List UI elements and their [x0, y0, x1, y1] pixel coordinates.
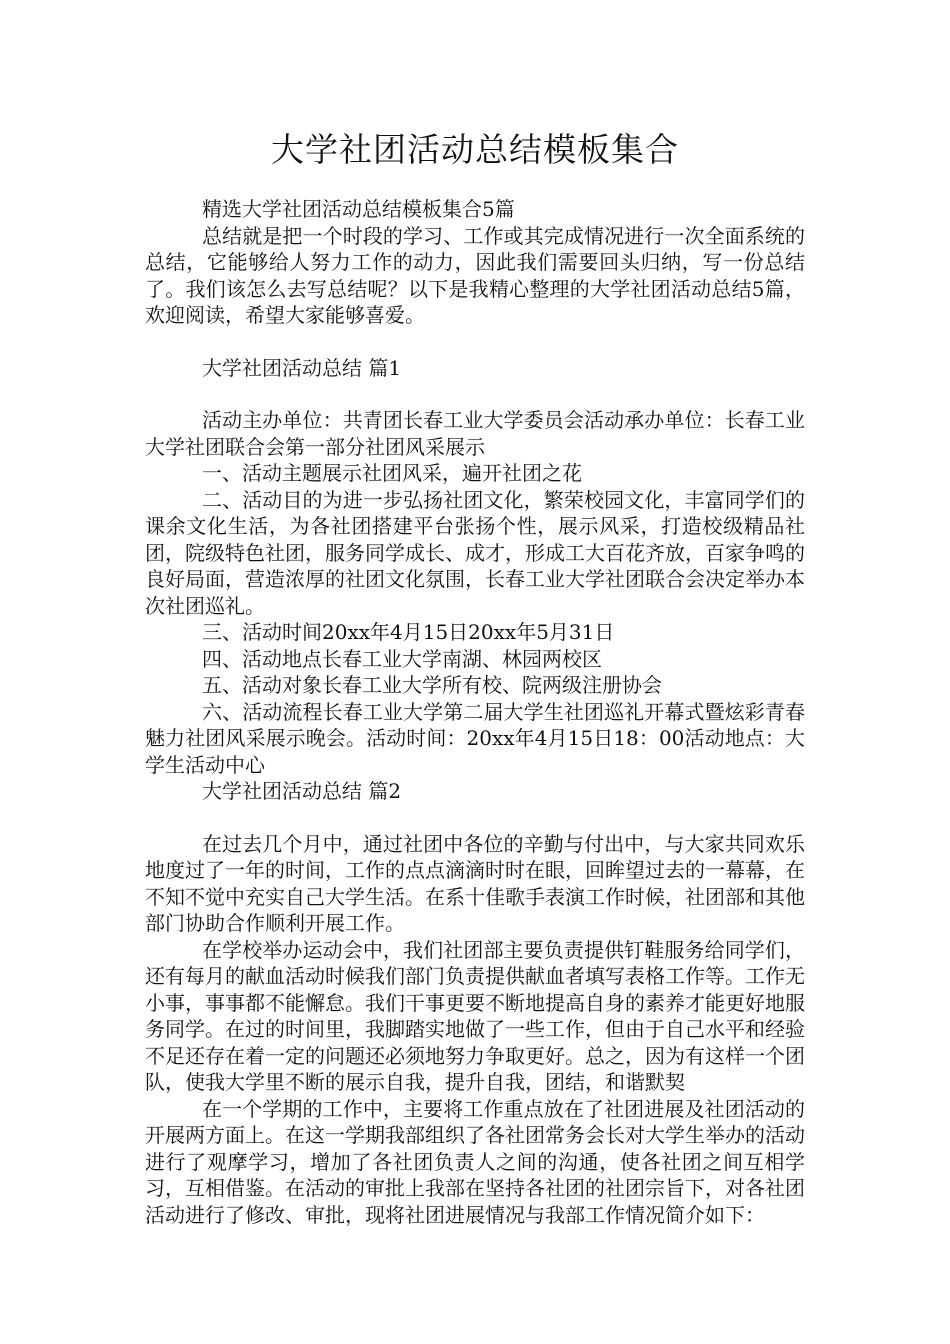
paragraph: 活动主办单位：共青团长春工业大学委员会活动承办单位：长春工业大学社团联合会第一部分社团风采展示 [145, 408, 805, 459]
paragraph: 在学校举办运动会中，我们社团部主要负责提供钉鞋服务给同学们，还有每月的献血活动时候我们部门负责提供献血者填写表格工作等。工作无小事，事事都不能懈怠。我们干事更要不断地提高自身的素养才能更好地服务同学。在过的时间里，我脚踏实地做了一些工作，但由于自己水平和经验不足还存在着一定的问题还必须地努力争取更好。总之，因为有这样一个团队，使我大学里不断的展示自我，提升自我，团结，和谐默契 [145, 937, 805, 1094]
paragraph: 二、活动目的为进一步弘扬社团文化，繁荣校园文化，丰富同学们的课余文化生活，为各社团搭建平台张扬个性，展示风采，打造校级精品社团，院级特色社团，服务同学成长、成才，形成工大百花齐放，百家争鸣的良好局面，营造浓厚的社团文化氛围，长春工业大学社团联合会决定举办本次社团巡礼。 [145, 487, 805, 618]
paragraph: 一、活动主题展示社团风采，遍开社团之花 [202, 461, 582, 485]
section-heading-2: 大学社团活动总结 篇2 [202, 779, 402, 803]
intro-line: 精选大学社团活动总结模板集合5篇 [202, 197, 515, 221]
paragraph: 五、活动对象长春工业大学所有校、院两级注册协会 [202, 673, 662, 697]
intro-paragraph: 总结就是把一个时段的学习、工作或其完成情况进行一次全面系统的总结，它能够给人努力工作的动力，因此我们需要回头归纳，写一份总结了。我们该怎么去写总结呢？以下是我精心整理的大学社团活动总结5篇，欢迎阅读，希望大家能够喜爱。 [145, 223, 805, 327]
paragraph: 在一个学期的工作中，主要将工作重点放在了社团进展及社团活动的开展两方面上。在这一学期我部组织了各社团常务会长对大学生举办的活动进行了观摩学习，增加了各社团负责人之间的沟通，使各社团之间互相学习，互相借鉴。在活动的审批上我部在坚持各社团的社团宗旨下，对各社团活动进行了修改、审批，现将社团进展情况与我部工作情况简介如下： [145, 1096, 805, 1227]
paragraph: 六、活动流程长春工业大学第二届大学生社团巡礼开幕式暨炫彩青春魅力社团风采展示晚会。活动时间：20xx年4月15日18：00活动地点：大学生活动中心 [145, 699, 805, 777]
paragraph: 四、活动地点长春工业大学南湖、林园两校区 [202, 646, 602, 671]
document-body [145, 196, 805, 1228]
section-heading-1: 大学社团活动总结 篇1 [202, 355, 402, 380]
page-title: 大学社团活动总结模板集合 [271, 130, 679, 169]
paragraph: 在过去几个月中，通过社团中各位的辛勤与付出中，与大家共同欢乐地度过了一年的时间，工作的点点滴滴时时在眼，回眸望过去的一幕幕，在不知不觉中充实自己大学生活。在系十佳歌手表演工作时候，社团部和其他部门协助合作顺利开展工作。 [145, 831, 805, 935]
paragraph: 三、活动时间20xx年4月15日20xx年5月31日 [202, 620, 615, 644]
